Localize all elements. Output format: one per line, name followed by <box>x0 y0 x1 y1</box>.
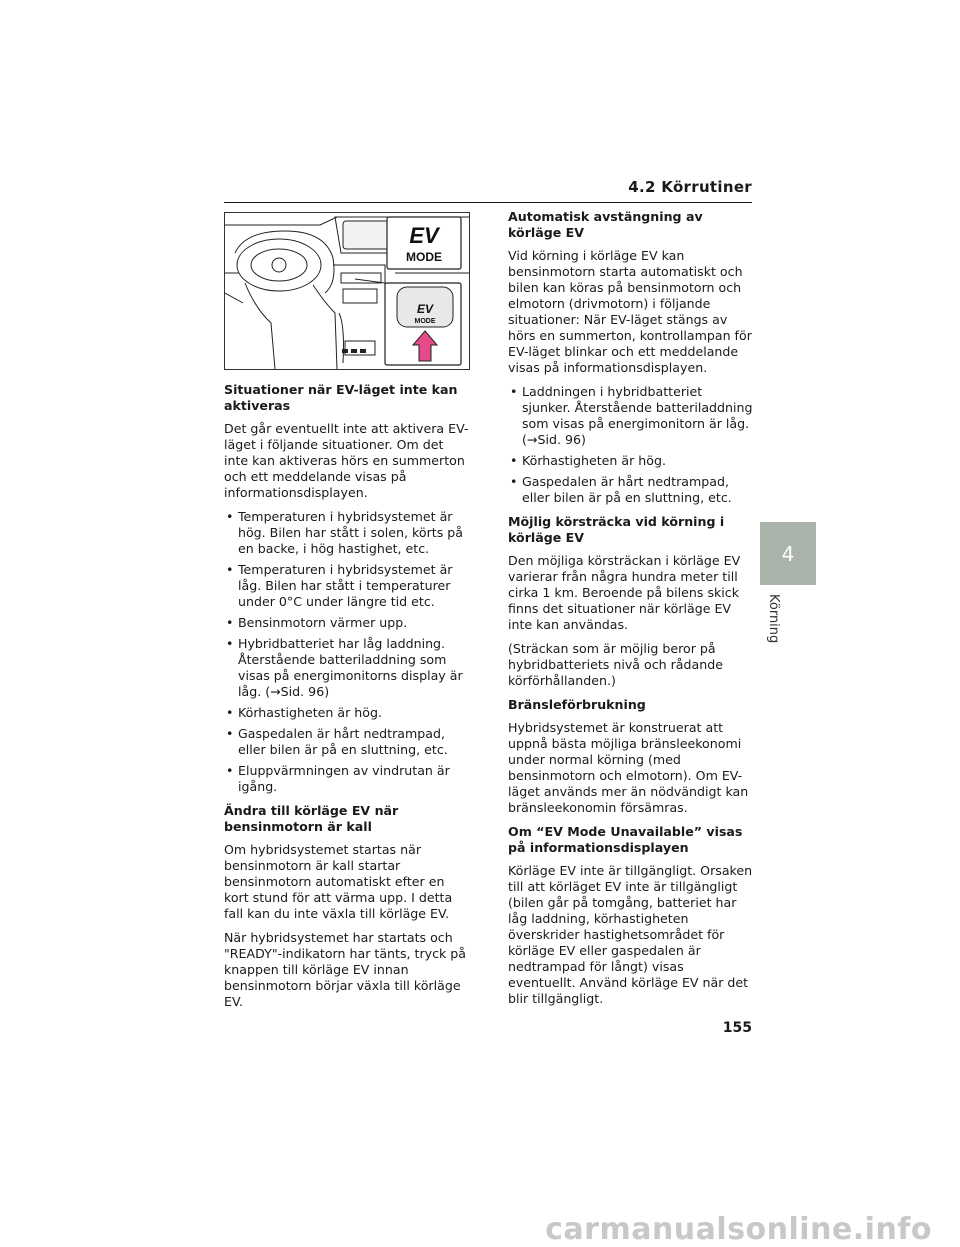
button-ev-label: EV <box>416 302 434 316</box>
paragraph: (Sträckan som är möjlig beror på hybridbatteriets nivå och rådande körförhållanden.) <box>508 641 723 688</box>
paragraph: Den möjliga körsträckan i körläge EV varierar från några hundra meter till cirka 1 km. Beroende på bilens skick finns det situationer när körläge EV inte kan användas. <box>508 553 741 632</box>
paragraph: Om hybridsystemet startas när bensinmotorn är kall startar bensinmotorn automatiskt efter en kort stund för att värma upp. I detta fall kan du inte växla till körläge EV. <box>224 842 453 921</box>
heading-cold-engine: Ändra till körläge EV när bensinmotorn är kall <box>224 803 399 834</box>
right-column <box>508 209 754 1015</box>
paragraph: När hybridsystemet har startats och "READY"-indikatorn har tänts, tryck på knappen till körläge EV innan bensinmotorn börjar växla till körläge EV. <box>224 930 467 1009</box>
list-item: • Hybridbatteriet har låg laddning. Återstående batteriladdning som visas på energimonitorns display är låg. (→Sid. 96) <box>224 636 470 700</box>
list-item: • Körhastigheten är hög. <box>508 453 754 469</box>
badge-ev-label: EV <box>409 223 439 248</box>
section-header: 4.2 Körrutiner <box>628 178 752 196</box>
paragraph: Hybridsystemet är konstruerat att uppnå bästa möjliga bränsleekonomi under normal körning (med bensinmotorn och elmotorn). Om EV-läget används mer än nödvändigt kan bränsleekonomin försämras. <box>508 720 749 815</box>
heading-driving-range: Möjlig körsträcka vid körning i körläge EV <box>508 514 725 545</box>
heading-ev-unavailable: Om “EV Mode Unavailable” visas på informationsdisplayen <box>508 824 743 855</box>
list-item: • Temperaturen i hybridsystemet är hög. Bilen har stått i solen, körts på en backe, i hög hastighet, etc. <box>224 509 470 557</box>
page-number: 155 <box>722 1020 752 1036</box>
bullet-list <box>508 384 754 506</box>
list-item: • Gaspedalen är hårt nedtrampad, eller bilen är på en sluttning, etc. <box>508 474 754 506</box>
badge-mode-label: MODE <box>406 250 442 264</box>
ev-mode-illustration <box>224 212 470 370</box>
header-rule <box>224 202 752 203</box>
paragraph: Körläge EV inte är tillgängligt. Orsaken till att körläget EV inte är tillgängligt (bilen går på tomgång, batteriet har låg laddning, körhastigheten överskrider hastighetsområdet för körläge EV eller gaspedalen är nedtrampad för långt) visas eventuellt. Använd körläge EV när det blir tillgängligt. <box>508 863 753 1006</box>
chapter-tab <box>760 522 816 585</box>
button-mode-label: MODE <box>414 318 436 325</box>
list-item: • Laddningen i hybridbatteriet sjunker. Återstående batteriladdning som visas på energimonitorn är låg. (→Sid. 96) <box>508 384 754 448</box>
list-item: • Körhastigheten är hög. <box>224 705 470 721</box>
left-column <box>224 382 470 1018</box>
heading-fuel-consumption: Bränsleförbrukning <box>508 697 646 712</box>
heading-auto-cancel: Automatisk avstängning av körläge EV <box>508 209 703 240</box>
list-item: • Temperaturen i hybridsystemet är låg. Bilen har stått i temperaturer under 0°C under längre tid etc. <box>224 562 470 610</box>
paragraph: Det går eventuellt inte att aktivera EV-läget i följande situationer. Om det inte kan aktiveras hörs en summerton och ett meddelande visas på informationsdisplayen. <box>224 421 469 500</box>
heading-ev-not-activatable: Situationer när EV-läget inte kan aktiveras <box>224 382 458 413</box>
paragraph: Vid körning i körläge EV kan bensinmotorn starta automatiskt och bilen kan köras på bensinmotorn och elmotorn (drivmotorn) i följande situationer: När EV-läget stängs av hörs en summerton, kontrollampan för EV-läget blinkar och ett meddelande visas på informationsdisplayen. <box>508 248 752 375</box>
list-item: • Gaspedalen är hårt nedtrampad, eller bilen är på en sluttning, etc. <box>224 726 470 758</box>
watermark-text: carmanualsonline.info <box>545 1212 932 1247</box>
chapter-number: 4 <box>781 541 795 566</box>
list-item: • Bensinmotorn värmer upp. <box>224 615 470 631</box>
chapter-title: Körning <box>766 594 781 644</box>
bullet-list <box>224 509 470 795</box>
list-item: • Eluppvärmningen av vindrutan är igång. <box>224 763 470 795</box>
